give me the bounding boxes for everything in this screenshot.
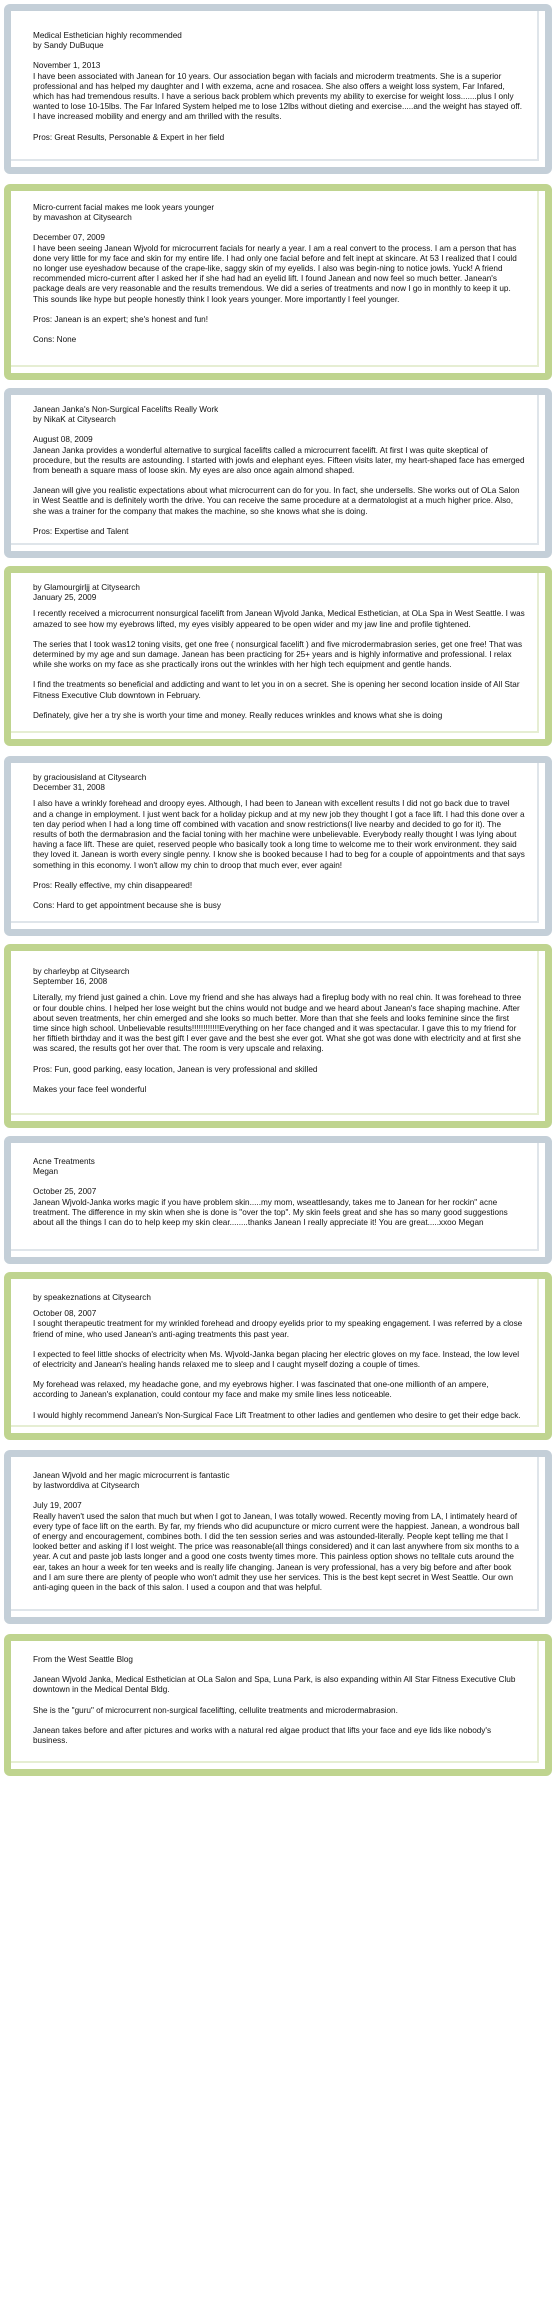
review-card xyxy=(4,1272,552,1440)
review-date: August 08, 2009 xyxy=(33,435,93,445)
review-summary: Makes your face feel wonderful xyxy=(33,1084,147,1094)
review-body: The series that I took was12 toning visits, get one free ( nonsurgical facelift ) and five microdermabrasion series, get one free! That was determined by my age and sun damage. Janean has been practicing for 25+ years and is highly informative and professional. I relax while she works on my face as she practically irons out the wrinkles with her high tech equipment and gentle hands. xyxy=(33,639,523,670)
review-body: Janean Janka provides a wonderful alternative to surgical facelifts called a microcurrent facelift. At first I was quite skeptical of procedure, but the results are astounding. I started with jowls and elephant eyes. Fifteen visits later, my heart-shaped face has emerged from beneath a square mass of loose skin. My eyes are also once again almond shaped. xyxy=(33,445,525,476)
review-date: December 31, 2008 xyxy=(33,783,105,793)
review-body: I would highly recommend Janean's Non-Surgical Face Lift Treatment to other ladies and gentlemen who desire to get their edge back. xyxy=(33,1410,521,1420)
review-byline: by Sandy DuBuque xyxy=(33,41,104,51)
review-body: I find the treatments so beneficial and addicting and want to let you in on a secret. She is opening her second location inside of All Star Fitness Executive Club downtown in February. xyxy=(33,680,520,700)
review-date: September 16, 2008 xyxy=(33,977,108,987)
review-body: She is the "guru" of microcurrent non-surgical facelifting, cellulite treatments and microdermabrasion. xyxy=(33,1705,398,1715)
review-pros: Pros: Fun, good parking, easy location, Janean is very professional and skilled xyxy=(33,1064,318,1074)
review-body: I recently received a microcurrent nonsurgical facelift from Janean Wjvold Janka, Medical Esthetician, at OLa Spa in West Seattle. I was amazed to see how my eyebrows lifted, my eyes visibly appeared to be open wider and my jaw line and profile tightened. xyxy=(33,609,525,629)
review-title: From the West Seattle Blog xyxy=(33,1655,133,1664)
review-card xyxy=(4,1634,552,1776)
review-card xyxy=(4,184,552,380)
review-date: October 25, 2007 xyxy=(33,1187,97,1197)
review-byline: by Glamourgirljj at Citysearch xyxy=(33,583,140,592)
review-pros: Pros: Janean is an expert; she's honest and fun! xyxy=(33,314,208,324)
review-body: I expected to feel little shocks of electricity when Ms. Wjvold-Janka began placing her electric gloves on my face. Instead, the low level of electricity and Janean's healing hands relaxed me to sleep and I caught myself dozing a couple of times. xyxy=(33,1349,520,1370)
review-body: Janean will give you realistic expectations about what microcurrent can do for you. In fact, she undersells. She works out of OLa Salon in West Seattle and is definitely worth the drive. You can receive the same procedure at a dermatologist at a much higher price. Also, she was a trainer for the company that makes the machine, so she knows what she is doing. xyxy=(33,486,520,516)
review-card xyxy=(4,4,552,174)
review-title: Acne Treatments xyxy=(33,1157,95,1166)
review-body: Janean Wjvold-Janka works magic if you have problem skin.....my mom, wseattlesandy, takes me to Janean for her rockin" acne treatment. The difference in my skin when she is done is "over the top". My skin feels great and she has so many good suggestions about all the things I can do to help keep my skin clear........thanks Janean I really appreciate it! You are great.....xxoo Megan xyxy=(33,1197,508,1228)
review-cons: Cons: Hard to get appointment because she is busy xyxy=(33,901,221,911)
review-cons: Cons: None xyxy=(33,335,77,345)
review-title: Janean Wjvold and her magic microcurrent is fantastic xyxy=(33,1471,230,1480)
review-body: I sought therapeutic treatment for my wrinkled forehead and droopy eyelids prior to my speaking engagement. I was referred by a close friend of mine, who used Janean's anti-aging treatments this past year. xyxy=(33,1319,523,1339)
review-title: Medical Esthetician highly recommended xyxy=(33,31,182,40)
review-body: I have been seeing Janean Wjvold for microcurrent facials for nearly a year. I am a real convert to the process. I am a person that has done very little for my face and skin for my entire life. I had only one facial before and felt inept at skincare. At 53 I realized that I could no longer use eyeshadow because of the crape-like, saggy skin of my eyelids. I also was begin-ning to notice jowls. Yuck! A friend recommended micro-current after I asked her if she had had an eyelid lift. I found Janean and now feel so much better. Janean's package deals are very reasonable and the results tremendous. We did a series of treatments and now I go in monthly to keep it up. This sounds like hype but people honestly think I look years younger. More importantly I feel younger. xyxy=(33,243,517,304)
review-date: November 1, 2013 xyxy=(33,61,101,71)
review-pros: Pros: Really effective, my chin disappeared! xyxy=(33,880,193,890)
review-date: January 25, 2009 xyxy=(33,593,97,603)
review-body: Janean Wjvold Janka, Medical Esthetician at OLa Salon and Spa, Luna Park, is also expanding within All Star Fitness Executive Club downtown in the Medical Dental Bldg. xyxy=(33,1675,516,1695)
review-byline: by speakeznations at Citysearch xyxy=(33,1293,151,1302)
review-byline: by charleybp at Citysearch xyxy=(33,967,130,976)
review-byline: by NikaK at Citysearch xyxy=(33,415,116,425)
review-card xyxy=(4,1136,552,1264)
review-card xyxy=(4,388,552,558)
review-body: Really haven't used the salon that much but when I got to Janean, I was totally wowed. Recently moving from LA, I intimately heard of every type of face lift on the earth. By far, my friends who did acupuncture or micro current were the happiest. Janean, a wondrous ball of energy and encouragement, combines both. I did the ten session series and was astounded-literally. People kept telling me that I looked better and asking if I lost weight. The price was reasonable(all things considered) and it can last anywhere from six months to a year. A cut and paste job lasts longer and a good one costs twenty times more. This painless option shows no telltale cuts around the ear, takes an hour a week for ten weeks and is really life changing. Janean is very professional, has a very big before and after book and I am sure there are plenty of people who won't admit they use her services. This is the best kept secret in West Seattle. Our own anti-aging queen in the back of this salon. I used a coupon and that was helpful. xyxy=(33,1511,520,1593)
review-date: December 07, 2009 xyxy=(33,233,105,243)
review-byline: by lastworddiva at Citysearch xyxy=(33,1481,140,1491)
review-card xyxy=(4,944,552,1128)
review-body: Literally, my friend just gained a chin. Love my friend and she has always had a fireplug body with no real chin. It was forehead to three or four double chins. I helped her lose weight but the chins would not budge and we heard about Janean's face shaping machine. After about seven treatments, her chin emerged and she looks so much better. More than that she feels and looks feminine since the first time since high school. Unbelievable results!!!!!!!!!!!!Everything on her face changed and it was spectacular. I gave this to my friend for her fiftieth birthday and it was the best gift I ever gave and the best she ever got. What she got was done with electricity and at first she was scared, the results got her over that. The room is very upscale and relaxing. xyxy=(33,993,522,1054)
review-body: My forehead was relaxed, my headache gone, and my eyebrows higher. I was fascinated that one-one millionth of an ampere, according to Janean's explanation, could contour my face and make my smile lines less noticeable. xyxy=(33,1380,489,1400)
review-card xyxy=(4,566,552,746)
review-title: Micro-current facial makes me look years younger xyxy=(33,203,215,212)
review-card xyxy=(4,756,552,936)
review-byline: Megan xyxy=(33,1167,59,1177)
review-date: October 08, 2007 xyxy=(33,1309,97,1319)
review-body: I also have a wrinkly forehead and droopy eyes. Although, I had been to Janean with excellent results I did not go back due to travel and a change in employment. I just went back for a holiday pickup and at my new job they thought I got a face lift. I had this done over a ten day period when I had a long time off combined with vacation and snow restrictions(I live nearby and decided to go for it). The results of both the dermabrasion and the facial toning with her machine were unbelievable. Everybody really thought I was lying about having a face lift. These are quiet, reserved people who basically took a long time to welcome me to their work environment. they said they loved it. Janean is worth every single penny. I know she is booked because I had to beg for a couple of appointments and that says something in this economy. I won't allow my chin to droop that much ever, ever again! xyxy=(33,799,525,870)
review-body: I have been associated with Janean for 10 years. Our association began with facials and microderm treatments. She is a superior professional and has helped my daughter and I with exzema, acne and rosacea. She also offers a weight loss system, Far Infared, which has had tremendous results. I have a serious back problem which prevents my ability to exercise for weight loss.......plus I only wanted to lose 10-15lbs. The Far Infared System helped me to lose 12lbs without dieting and exercise.....and the weight has stayed off. I have increased mobility and energy and am thrilled with the results. xyxy=(33,71,522,122)
review-date: July 19, 2007 xyxy=(33,1501,82,1511)
review-byline: by graciousisland at Citysearch xyxy=(33,773,147,782)
review-pros: Pros: Expertise and Talent xyxy=(33,526,129,536)
review-card xyxy=(4,1450,552,1624)
review-pros: Pros: Great Results, Personable & Expert in her field xyxy=(33,132,225,142)
review-byline: by mavashon at Citysearch xyxy=(33,213,132,223)
review-body: Janean takes before and after pictures and works with a natural red algae product that lifts your face and eye lids like nobody's business. xyxy=(33,1725,492,1746)
review-title: Janean Janka's Non-Surgical Facelifts Really Work xyxy=(33,405,219,414)
review-body: Definately, give her a try she is worth your time and money. Really reduces wrinkles and knows what she is doing xyxy=(33,710,443,720)
